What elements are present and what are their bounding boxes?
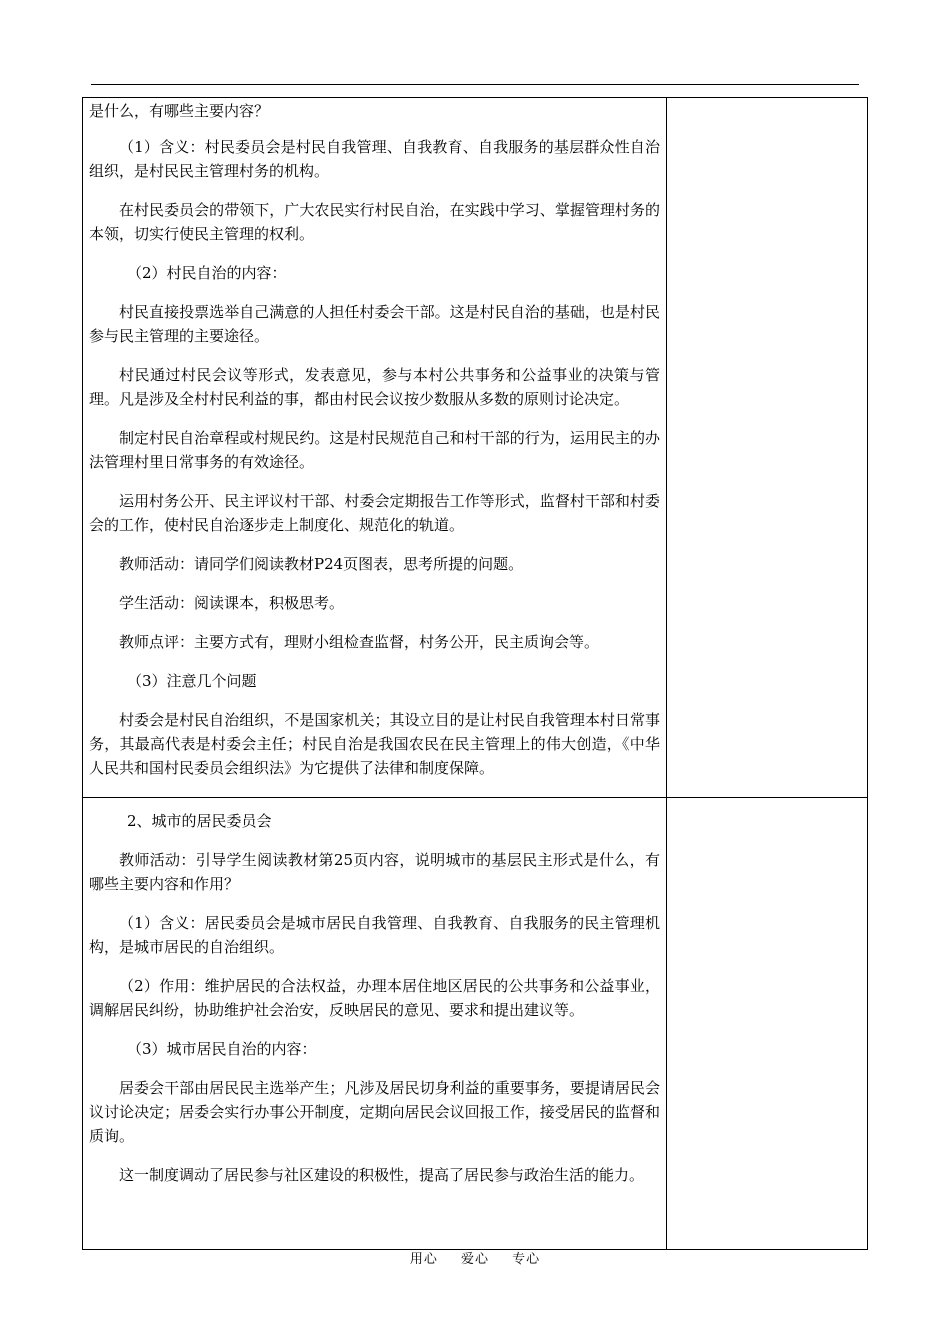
footer-text: 爱心 <box>460 1252 489 1267</box>
content-cell <box>83 798 667 1250</box>
table-row <box>83 798 868 1250</box>
notes-cell <box>667 798 868 1250</box>
lesson-table <box>82 97 868 1250</box>
paragraph: （2）作用：维护居民的合法权益，办理本居住地区居民的公共事务和公益事业，调解居民纠纷，协助维护社会治安，反映居民的意见、要求和提出建议等。 <box>89 977 660 1019</box>
paragraph: 居委会干部由居民民主选举产生；凡涉及居民切身利益的重要事务，要提请居民会议讨论决定；居委会实行办事公开制度，定期向居民会议回报工作，接受居民的监督和质询。 <box>89 1079 660 1145</box>
paragraph: （1）含义：村民委员会是村民自我管理、自我教育、自我服务的基层群众性自治组织，是村民民主管理村务的机构。 <box>89 138 660 180</box>
paragraph: 村民通过村民会议等形式，发表意见，参与本村公共事务和公益事业的决策与管理。凡是涉及全村村民利益的事，都由村民会议按少数服从多数的原则讨论决定。 <box>89 366 660 408</box>
paragraph: 村民直接投票选举自己满意的人担任村委会干部。这是村民自治的基础，也是村民参与民主管理的主要途径。 <box>89 303 660 345</box>
paragraph: （2）村民自治的内容： <box>127 264 287 282</box>
paragraph: （1）含义：居民委员会是城市居民自我管理、自我教育、自我服务的民主管理机构，是城市居民的自治组织。 <box>89 914 660 956</box>
paragraph: 学生活动：阅读课本，积极思考。 <box>119 594 345 612</box>
header-rule <box>91 84 859 85</box>
paragraph: （3）注意几个问题 <box>127 672 257 690</box>
footer-text: 用心 <box>409 1252 438 1267</box>
notes-cell <box>667 98 868 798</box>
paragraph: 是什么，有哪些主要内容？ <box>89 102 270 120</box>
table-row <box>83 98 868 798</box>
footer-text: 专心 <box>512 1252 541 1267</box>
paragraph: （3）城市居民自治的内容： <box>127 1040 317 1058</box>
content-cell <box>83 98 667 798</box>
paragraph: 这一制度调动了居民参与社区建设的积极性，提高了居民参与政治生活的能力。 <box>119 1166 645 1184</box>
page-footer <box>0 1248 950 1267</box>
paragraph: 运用村务公开、民主评议村干部、村委会定期报告工作等形式，监督村干部和村委会的工作，使村民自治逐步走上制度化、规范化的轨道。 <box>89 492 660 534</box>
paragraph: 在村民委员会的带领下，广大农民实行村民自治，在实践中学习、掌握管理村务的本领，切实行使民主管理的权利。 <box>89 201 660 243</box>
paragraph: 制定村民自治章程或村规民约。这是村民规范自己和村干部的行为，运用民主的办法管理村里日常事务的有效途径。 <box>89 429 660 471</box>
paragraph: 教师点评：主要方式有，理财小组检查监督，村务公开，民主质询会等。 <box>119 633 600 651</box>
section-heading: 2、城市的居民委员会 <box>127 812 272 830</box>
paragraph: 教师活动：引导学生阅读教材第25页内容，说明城市的基层民主形式是什么，有哪些主要内容和作用？ <box>89 851 660 893</box>
paragraph: 教师活动：请同学们阅读教材P24页图表，思考所提的问题。 <box>119 555 524 573</box>
paragraph: 村委会是村民自治组织，不是国家机关；其设立目的是让村民自我管理本村日常事务，其最高代表是村委会主任；村民自治是我国农民在民主管理上的伟大创造，《中华人民共和国村民委员会组织法》为它提供了法律和制度保障。 <box>89 711 660 777</box>
